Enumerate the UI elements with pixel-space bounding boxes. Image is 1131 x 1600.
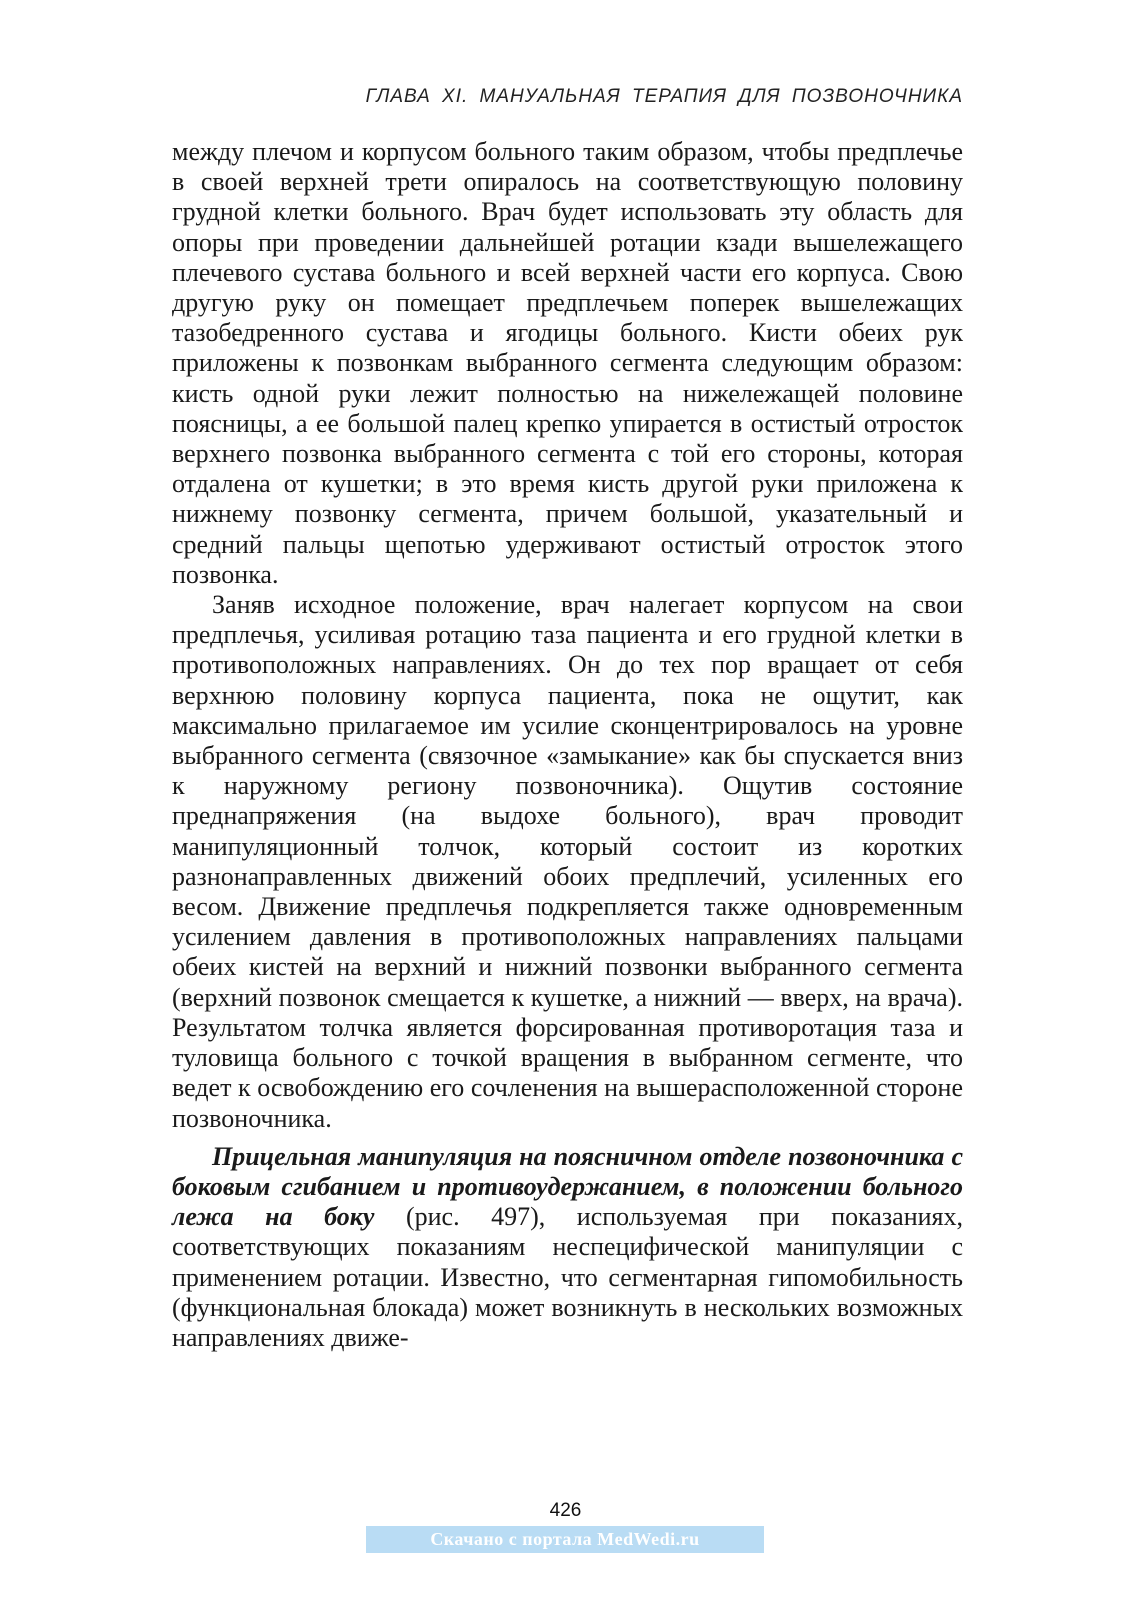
running-head: ГЛАВА XI. МАНУАЛЬНАЯ ТЕРАПИЯ ДЛЯ ПОЗВОНОЧНИКА (365, 86, 963, 107)
body-text (172, 137, 963, 1353)
paragraph-3-text: (рис. 497), используемая при показаниях, соответствующих показаниям неспецифической манипуляции с применением ротации. Известно, что сегментарная гипомобильность (функциональная блокада) может возникнуть в нескольких возможных направлениях движе- (172, 1202, 963, 1352)
watermark-banner: Скачано с портала MedWedi.ru (366, 1526, 764, 1553)
paragraph-2: Заняв исходное положение, врач налегает корпусом на свои предплечья, усиливая ротацию таза пациента и его грудной клетки в противоположных направлениях. Он до тех пор вращает от себя верхнюю половину корпуса пациента, пока не ощутит, как максимально прилагаемое им усилие сконцентрировалось на уровне выбранного сегмента (связочное «замыкание» как бы спускается вниз к наружному региону позвоночника). Ощутив состояние преднапряжения (на выдохе больного), врач проводит манипуляционный толчок, который состоит из коротких разнонаправленных движений обоих предплечий, усиленных его весом. Движение предплечья подкрепляется также одновременным усилением давления в противоположных направлениях пальцами обеих кистей на верхний и нижний позвонки выбранного сегмента (верхний позвонок смещается к кушетке, а нижний — вверх, на врача). Результатом толчка является форсированная противоротация таза и туловища больного с точкой вращения в выбранном сегменте, что ведет к освобождению его сочленения на вышерасположенной стороне позвоночника. (172, 590, 963, 1133)
page-number: 426 (549, 1500, 582, 1521)
paragraph-1: между плечом и корпусом больного таким образом, чтобы предплечье в своей верхней трети опиралось на соответствующую половину грудной клетки больного. Врач будет использовать эту область для опоры при проведении дальнейшей ротации кзади вышележащего плечевого сустава больного и всей верхней части его корпуса. Свою другую руку он помещает предплечьем поперек вышележащих тазобедренного сустава и ягодицы больного. Кисти обеих рук приложены к позвонкам выбранного сегмента следующим образом: кисть одной руки лежит полностью на нижележащей половине поясницы, а ее большой палец крепко упирается в остистый отросток верхнего позвонка выбранного сегмента с той его стороны, которая отдалена от кушетки; в это время кисть другой руки приложена к нижнему позвонку сегмента, причем большой, указательный и средний пальцы щепотью удерживают остистый отросток этого позвонка. (172, 137, 963, 589)
paragraph-3 (172, 1142, 963, 1353)
paragraph-3-heading: Прицельная манипуляция на поясничном отделе позвоночника с боковым сгибанием и противоудержанием, в положении больного лежа на боку (172, 1141, 963, 1232)
